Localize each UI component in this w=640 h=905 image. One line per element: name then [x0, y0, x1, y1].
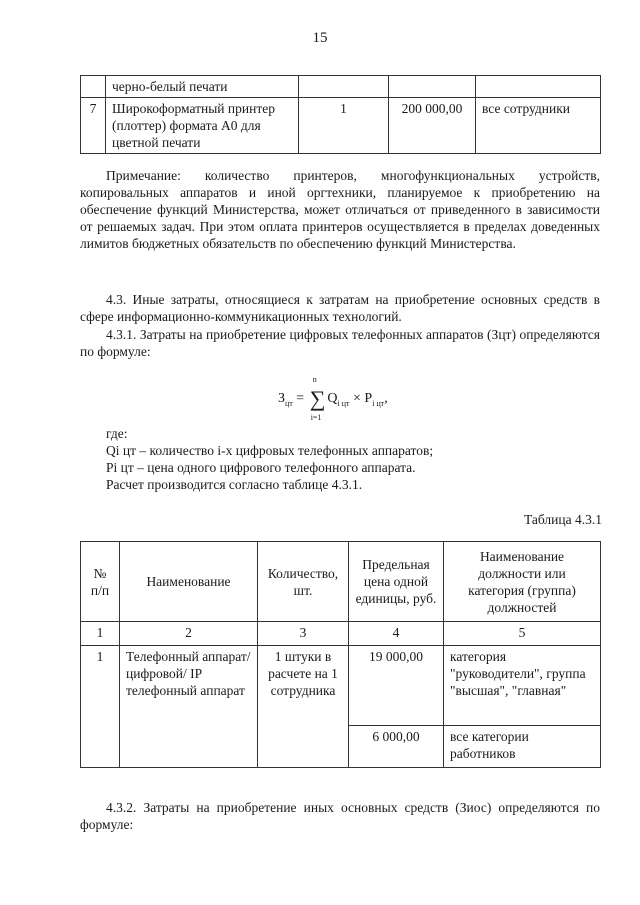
row-price-1: 19 000,00 — [349, 646, 444, 726]
page-number: 15 — [312, 30, 328, 46]
header-qty: Количество, шт. — [258, 542, 349, 622]
phones-table — [80, 541, 601, 768]
row-position-1: категория "руководители", группа "высшая", "главная" — [444, 646, 601, 726]
table-cell-name: Широкоформатный принтер (плоттер) формата А0 для цветной печати — [106, 98, 299, 154]
table-row — [81, 98, 601, 154]
formula-end: , — [384, 391, 388, 407]
formula-zct: $З_{цт}$ = ∑ n i=1 $Q_{i цт} \times P_{i цт}$, — [278, 375, 388, 422]
table-row — [81, 646, 601, 726]
table-cell-who — [476, 76, 601, 98]
formula-lhs-sub: цт — [285, 399, 293, 409]
col-num-4: 4 — [349, 622, 444, 646]
calc-note: Расчет производится согласно таблице 4.3.1. — [106, 477, 363, 492]
formula-p: P — [364, 391, 373, 407]
row-position-2: все категории работников — [444, 726, 601, 768]
col-num-2: 2 — [120, 622, 258, 646]
formula-times: × — [353, 391, 361, 407]
definition-p: Pi цт – цена одного цифрового телефонного аппарата. — [106, 460, 416, 475]
formula-p-sub: i цт — [372, 399, 385, 409]
formula-q: Q — [327, 391, 338, 407]
table-cell-num: 7 — [81, 98, 106, 154]
section-4-3-2: 4.3.2. Затраты на приобретение иных основных средств (Зиос) определяются по формуле: — [80, 800, 600, 832]
table-cell-price: 200 000,00 — [389, 98, 476, 154]
note-paragraph: Примечание: количество принтеров, многофункциональных устройств, копировальных аппаратов и иной оргтехники, планируемое к приобретению на обеспечение функций Министерства, может отличаться от приведенного в зависимости от решаемых задач. При этом оплата принтеров осуществляется в пределах доведенных лимитов бюджетных обязательств по обеспечению функций Министерства. — [80, 168, 600, 251]
table-cell-num — [81, 76, 106, 98]
section-4-3: 4.3. Иные затраты, относящиеся к затратам на приобретение основных средств в сфере информационно-коммуникационных технологий. — [80, 292, 600, 324]
header-name: Наименование — [120, 542, 258, 622]
table-cell-qty — [299, 76, 389, 98]
sum-lower: i=1 — [310, 413, 322, 422]
row-price-2: 6 000,00 — [349, 726, 444, 768]
table-cell-name: черно-белый печати — [106, 76, 299, 98]
table-cell-price — [389, 76, 476, 98]
definition-q: Qi цт – количество i-х цифровых телефонных аппаратов; — [106, 443, 434, 458]
header-position: Наименование должности или категория (группа) должностей — [444, 542, 601, 622]
sum-upper: n — [312, 375, 317, 384]
printers-table — [80, 75, 601, 154]
table-cell-qty: 1 — [299, 98, 389, 154]
col-num-5: 5 — [444, 622, 601, 646]
formula-q-sub: i цт — [337, 399, 350, 409]
col-num-3: 3 — [258, 622, 349, 646]
table-header-row — [81, 542, 601, 622]
row-name: Телефонный аппарат/ цифровой/ IP телефонный аппарат — [120, 646, 258, 768]
header-price: Предельная цена одной единицы, руб. — [349, 542, 444, 622]
table-row — [81, 76, 601, 98]
where-label: где: — [106, 426, 128, 441]
column-number-row — [81, 622, 601, 646]
row-qty: 1 штуки в расчете на 1 сотрудника — [258, 646, 349, 768]
row-num: 1 — [81, 646, 120, 768]
header-num: № п/п — [81, 542, 120, 622]
section-4-3-1: 4.3.1. Затраты на приобретение цифровых телефонных аппаратов (Зцт) определяются по формуле: — [80, 327, 600, 359]
formula-lhs: З — [278, 391, 286, 407]
table-cell-who: все сотрудники — [476, 98, 601, 154]
col-num-1: 1 — [81, 622, 120, 646]
table-caption: Таблица 4.3.1 — [524, 512, 602, 527]
sum-icon: ∑ n i=1 — [309, 375, 326, 422]
